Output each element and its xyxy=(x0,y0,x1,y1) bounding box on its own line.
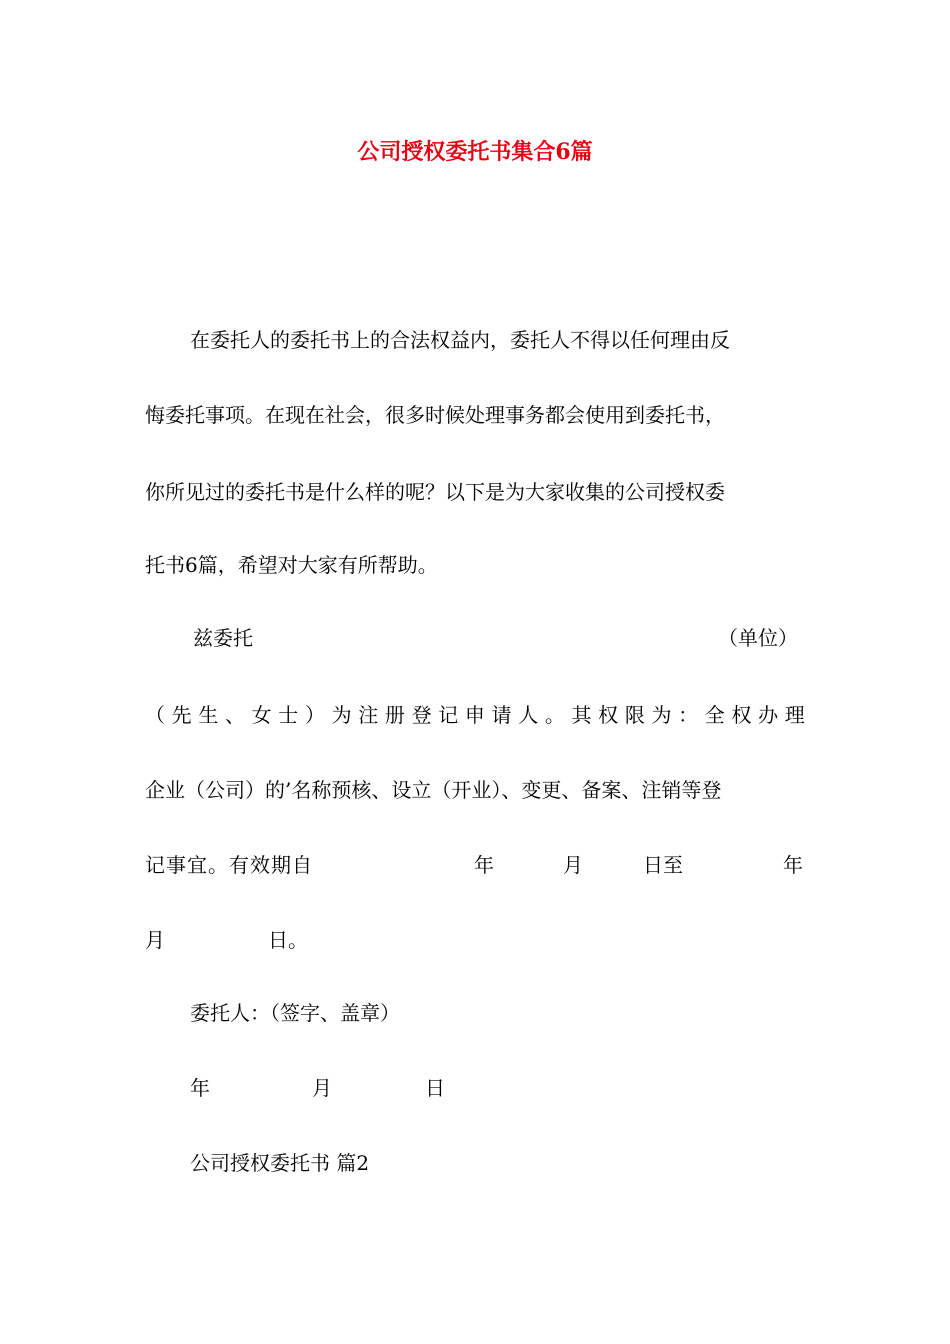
principal-signature-label: 委托人：（签字、盖章） xyxy=(190,1001,400,1025)
document-title: 公司授权委托书集合6篇 xyxy=(357,139,593,165)
unit-label: （单位） xyxy=(718,626,798,650)
sign-date-day-label: 日 xyxy=(425,1076,445,1100)
scope-char: 其 xyxy=(571,703,592,727)
validity-end-month-label: 月 xyxy=(145,928,165,952)
validity-end-day-label: 日。 xyxy=(268,928,308,952)
scope-char: （ xyxy=(145,703,165,727)
validity-start-day-label: 日至 xyxy=(643,853,683,877)
scope-char: 申 xyxy=(464,703,485,727)
intro-paragraph-line-1: 在委托人的委托书上的合法权益内，委托人不得以任何理由反 xyxy=(190,328,730,352)
authority-scope-line xyxy=(145,700,805,730)
scope-char: 记 xyxy=(438,703,459,727)
scope-char: 权 xyxy=(731,703,752,727)
sign-date-year-label: 年 xyxy=(190,1076,210,1100)
section-heading-2: 公司授权委托书 篇2 xyxy=(190,1151,370,1175)
scope-char: 生 xyxy=(198,703,219,727)
scope-char: 先 xyxy=(171,703,192,727)
scope-char: 办 xyxy=(758,703,779,727)
scope-char: 人 xyxy=(518,703,539,727)
scope-char: 限 xyxy=(624,703,645,727)
validity-end-year-label: 年 xyxy=(783,853,803,877)
authority-scope-line-2: 企业（公司）的’名称预核、设立（开业）、变更、备案、注销等登 xyxy=(145,778,722,802)
scope-char: 注 xyxy=(358,703,379,727)
scope-char: 士 xyxy=(278,703,299,727)
validity-label: 记事宜。有效期自 xyxy=(145,853,313,877)
scope-char: 为 xyxy=(331,703,352,727)
scope-char: 。 xyxy=(544,703,565,727)
intro-paragraph-line-4: 托书6篇，希望对大家有所帮助。 xyxy=(145,553,438,577)
scope-char: 、 xyxy=(224,703,245,727)
scope-char: 全 xyxy=(704,703,725,727)
sign-date-month-label: 月 xyxy=(312,1076,332,1100)
validity-start-year-label: 年 xyxy=(474,853,494,877)
scope-char: 请 xyxy=(491,703,512,727)
scope-char: 理 xyxy=(784,703,805,727)
scope-char: 权 xyxy=(598,703,619,727)
scope-char: 为 xyxy=(651,703,672,727)
scope-char: 册 xyxy=(384,703,405,727)
scope-char: 女 xyxy=(251,703,272,727)
scope-char: ） xyxy=(304,703,325,727)
validity-start-month-label: 月 xyxy=(563,853,583,877)
scope-char: ： xyxy=(678,703,699,727)
scope-char: 登 xyxy=(411,703,432,727)
intro-paragraph-line-2: 悔委托事项。在现在社会，很多时候处理事务都会使用到委托书， xyxy=(145,403,725,427)
intro-paragraph-line-3: 你所见过的委托书是什么样的呢？以下是为大家收集的公司授权委 xyxy=(145,480,725,504)
entrust-label: 兹委托 xyxy=(193,626,253,650)
